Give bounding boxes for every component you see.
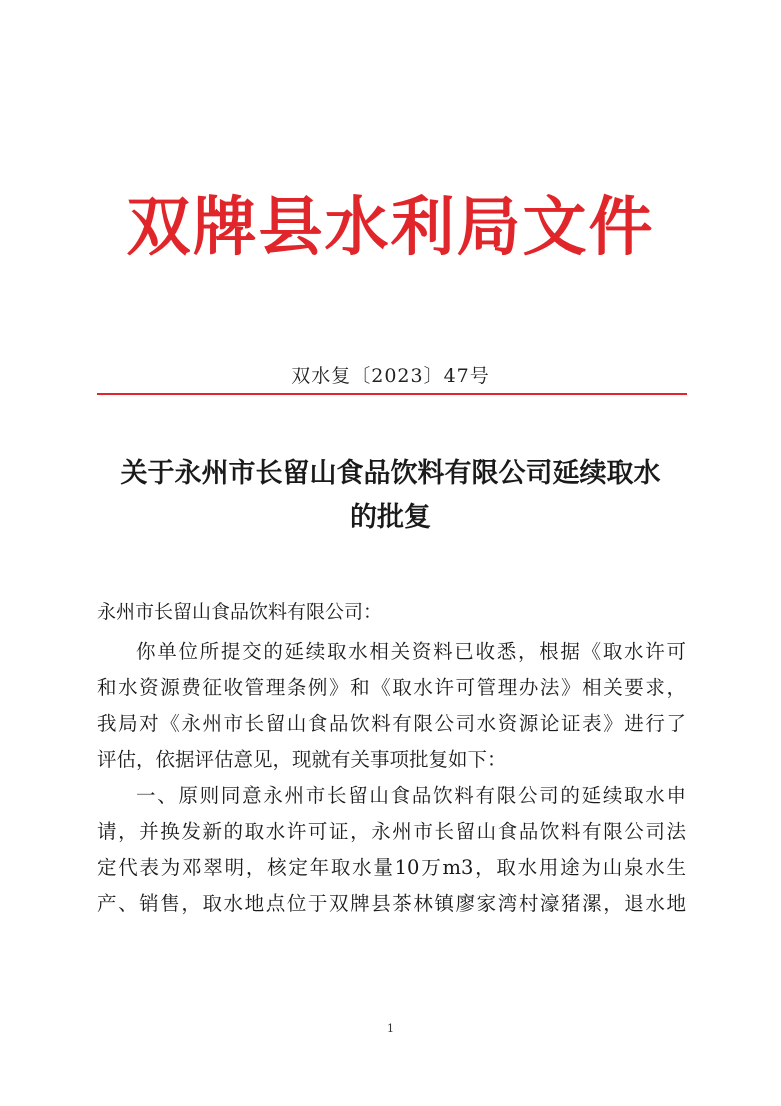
document-number: 双水复〔2023〕47号 bbox=[291, 365, 490, 387]
document-title-line-2: 的批复 bbox=[350, 502, 431, 533]
paragraph-2-line: 一、原则同意永州市长留山食品饮料有限公司的延续取水申 bbox=[136, 784, 686, 807]
paragraph-2-line: 定代表为邓翠明，核定年取水量10万m3，取水用途为山泉水生 bbox=[97, 856, 686, 879]
body-paragraph-2 bbox=[97, 778, 686, 922]
page-number: 1 bbox=[387, 1022, 394, 1035]
paragraph-1-line: 评估，依据评估意见，现就有关事项批复如下： bbox=[97, 748, 507, 771]
paragraph-1-line: 我局对《永州市长留山食品饮料有限公司水资源论证表》进行了 bbox=[97, 712, 686, 735]
paragraph-2-line: 产、销售，取水地点位于双牌县茶林镇廖家湾村濠猪漯，退水地 bbox=[97, 892, 686, 915]
red-divider-line bbox=[97, 393, 687, 395]
document-title bbox=[60, 452, 721, 540]
paragraph-2-line: 请，并换发新的取水许可证，永州市长留山食品饮料有限公司法 bbox=[97, 820, 686, 843]
agency-header-title: 双牌县水利局文件 bbox=[126, 190, 655, 265]
paragraph-1-line: 和水资源费征收管理条例》和《取水许可管理办法》相关要求， bbox=[97, 676, 686, 699]
addressee: 永州市长留山食品饮料有限公司： bbox=[97, 601, 383, 623]
body-paragraph-1 bbox=[97, 634, 686, 778]
paragraph-1-line: 你单位所提交的延续取水相关资料已收悉，根据《取水许可 bbox=[136, 640, 686, 663]
document-title-line-1: 关于永州市长留山食品饮料有限公司延续取水 bbox=[120, 458, 661, 489]
